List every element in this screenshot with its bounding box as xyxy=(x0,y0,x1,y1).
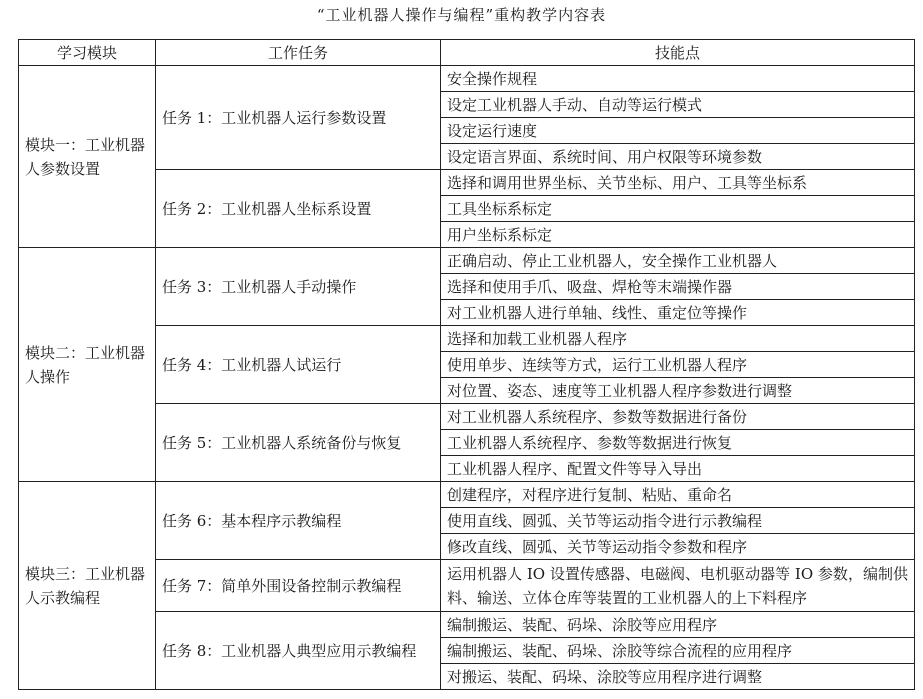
skill-cell: 使用直线、圆弧、关节等运动指令进行示教编程 xyxy=(441,508,915,534)
teaching-content-table xyxy=(18,39,915,690)
module-cell: 模块三：工业机器人示教编程 xyxy=(19,482,156,690)
task-cell: 任务 2：工业机器人坐标系设置 xyxy=(156,170,441,248)
table-row xyxy=(19,66,915,92)
header-module: 学习模块 xyxy=(19,40,156,66)
task-cell: 任务 4：工业机器人试运行 xyxy=(156,326,441,404)
skill-cell: 工业机器人系统程序、参数等数据进行恢复 xyxy=(441,430,915,456)
task-cell: 任务 6：基本程序示教编程 xyxy=(156,482,441,560)
header-row xyxy=(19,40,915,66)
task-cell: 任务 3：工业机器人手动操作 xyxy=(156,248,441,326)
skill-cell: 选择和加载工业机器人程序 xyxy=(441,326,915,352)
skill-cell: 运用机器人 IO 设置传感器、电磁阀、电机驱动器等 IO 参数，编制供料、输送、立体仓库等装置的工业机器人的上下料程序 xyxy=(441,560,915,612)
table-caption: “工业机器人操作与编程”重构教学内容表 xyxy=(316,6,607,24)
skill-cell: 编制搬运、装配、码垛、涂胶等应用程序 xyxy=(441,612,915,638)
skill-cell: 选择和调用世界坐标、关节坐标、用户、工具等坐标系 xyxy=(441,170,915,196)
skill-cell: 对工业机器人系统程序、参数等数据进行备份 xyxy=(441,404,915,430)
skill-cell: 工业机器人程序、配置文件等导入导出 xyxy=(441,456,915,482)
task-cell: 任务 5：工业机器人系统备份与恢复 xyxy=(156,404,441,482)
skill-cell: 对工业机器人进行单轴、线性、重定位等操作 xyxy=(441,300,915,326)
skill-cell: 设定运行速度 xyxy=(441,118,915,144)
skill-cell: 编制搬运、装配、码垛、涂胶等综合流程的应用程序 xyxy=(441,638,915,664)
table-row xyxy=(19,248,915,274)
skill-cell: 设定工业机器人手动、自动等运行模式 xyxy=(441,92,915,118)
skill-cell: 安全操作规程 xyxy=(441,66,915,92)
skill-cell: 修改直线、圆弧、关节等运动指令参数和程序 xyxy=(441,534,915,560)
skill-cell: 对搬运、装配、码垛、涂胶等应用程序进行调整 xyxy=(441,664,915,690)
skill-cell: 创建程序，对程序进行复制、粘贴、重命名 xyxy=(441,482,915,508)
header-skill: 技能点 xyxy=(441,40,915,66)
task-cell: 任务 7：简单外围设备控制示教编程 xyxy=(156,560,441,612)
skill-cell: 使用单步、连续等方式，运行工业机器人程序 xyxy=(441,352,915,378)
table-row xyxy=(19,482,915,508)
module-cell: 模块一：工业机器人参数设置 xyxy=(19,66,156,248)
skill-cell: 对位置、姿态、速度等工业机器人程序参数进行调整 xyxy=(441,378,915,404)
skill-cell: 工具坐标系标定 xyxy=(441,196,915,222)
task-cell: 任务 1：工业机器人运行参数设置 xyxy=(156,66,441,170)
module-cell: 模块二：工业机器人操作 xyxy=(19,248,156,482)
header-task: 工作任务 xyxy=(156,40,441,66)
skill-cell: 选择和使用手爪、吸盘、焊枪等末端操作器 xyxy=(441,274,915,300)
skill-cell: 正确启动、停止工业机器人，安全操作工业机器人 xyxy=(441,248,915,274)
skill-cell: 设定语言界面、系统时间、用户权限等环境参数 xyxy=(441,144,915,170)
skill-cell: 用户坐标系标定 xyxy=(441,222,915,248)
task-cell: 任务 8：工业机器人典型应用示教编程 xyxy=(156,612,441,690)
